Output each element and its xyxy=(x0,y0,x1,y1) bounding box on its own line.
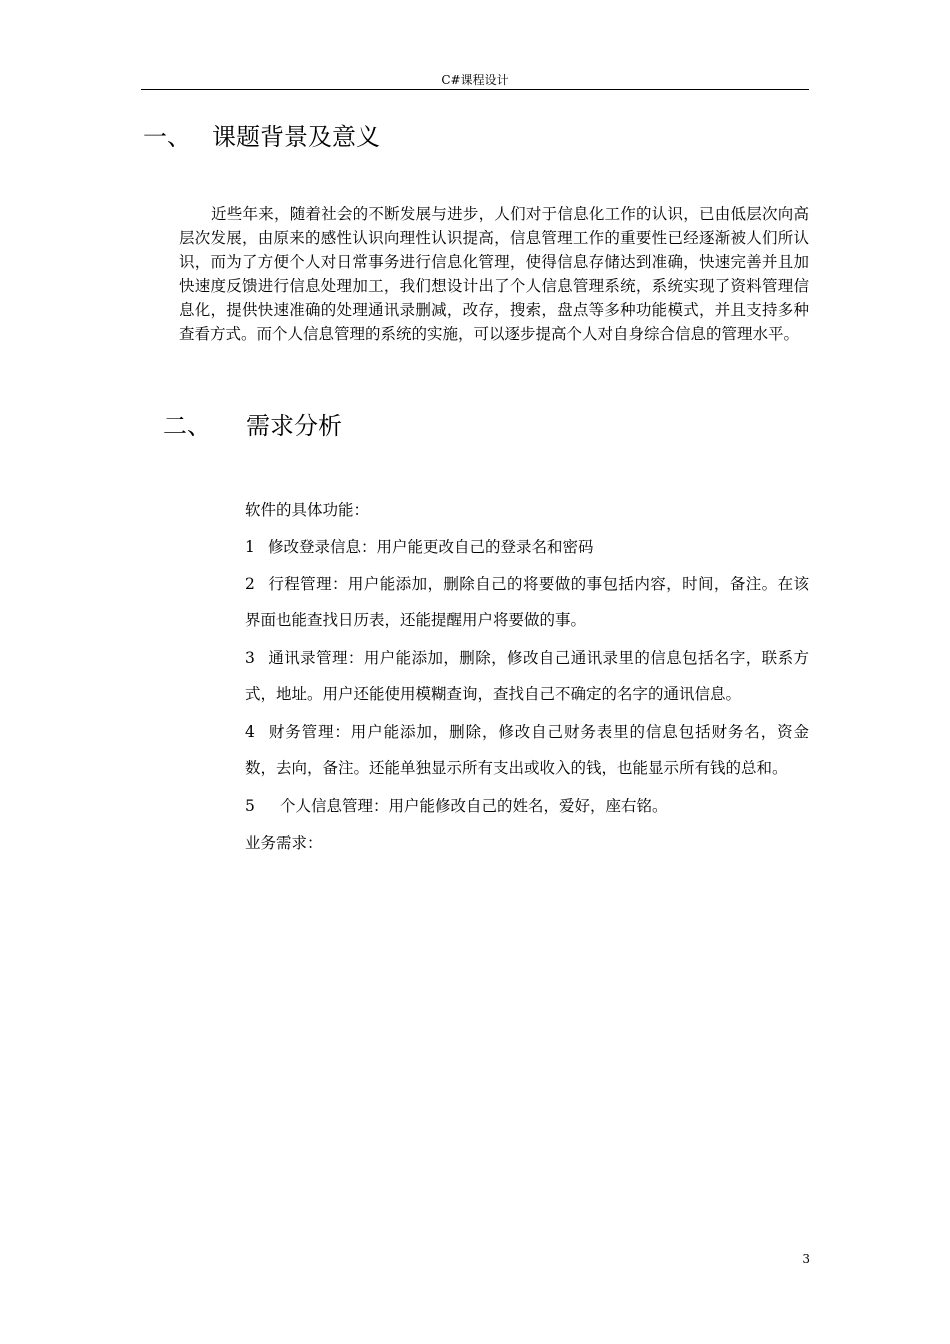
function-item xyxy=(245,640,809,712)
function-item xyxy=(245,714,809,786)
item-number: 4 xyxy=(245,723,255,741)
section-number: 一、 xyxy=(143,123,191,151)
background-paragraph: 近些年来，随着社会的不断发展与进步，人们对于信息化工作的认识，已由低层次向高层次发展，由原来的感性认识向理性认识提高，信息管理工作的重要性已经逐渐被人们所认识，而为了方便个人对日常事务进行信息化管理，使得信息存储达到准确，快速完善并且加快速度反馈进行信息处理加工，我们想设计出了个人信息管理系统，系统实现了资料管理信息化，提供快速准确的处理通讯录删减，改存，搜索，盘点等多种功能模式，并且支持多种查看方式。而个人信息管理的系统的实施，可以逐步提高个人对自身综合信息的管理水平。 xyxy=(179,205,809,343)
item-text: 行程管理：用户能添加，删除自己的将要做的事包括内容，时间，备注。在该界面也能查找日历表，还能提醒用户将要做的事。 xyxy=(245,575,809,629)
functions-title: 软件的具体功能： xyxy=(245,501,370,519)
section-title: 需求分析 xyxy=(246,412,342,440)
section-heading-background xyxy=(143,122,380,152)
function-item xyxy=(245,566,809,638)
item-number: 3 xyxy=(245,649,255,667)
item-number: 5 xyxy=(245,797,255,815)
header-rule xyxy=(141,89,809,90)
page-number: 3 xyxy=(802,1252,810,1266)
item-text: 修改登录信息：用户能更改自己的登录名和密码 xyxy=(267,538,594,556)
business-title: 业务需求： xyxy=(245,834,323,852)
item-text: 财务管理：用户能添加，删除，修改自己财务表里的信息包括财务名，资金数，去向，备注。还能单独显示所有支出或收入的钱，也能显示所有钱的总和。 xyxy=(245,723,809,777)
item-text: 通讯录管理：用户能添加，删除，修改自己通讯录里的信息包括名字，联系方式，地址。用户还能使用模糊查询，查找自己不确定的名字的通讯信息。 xyxy=(245,649,809,703)
function-item xyxy=(245,529,809,565)
item-text: 个人信息管理：用户能修改自己的姓名，爱好，座右铭。 xyxy=(279,797,668,815)
item-number: 2 xyxy=(245,575,255,593)
function-item xyxy=(245,788,809,824)
running-header: C#课程设计 xyxy=(441,73,509,87)
item-number: 1 xyxy=(245,538,255,556)
section-heading-requirements xyxy=(163,411,342,441)
section-title: 课题背景及意义 xyxy=(212,123,380,151)
section-number: 二、 xyxy=(163,412,211,440)
